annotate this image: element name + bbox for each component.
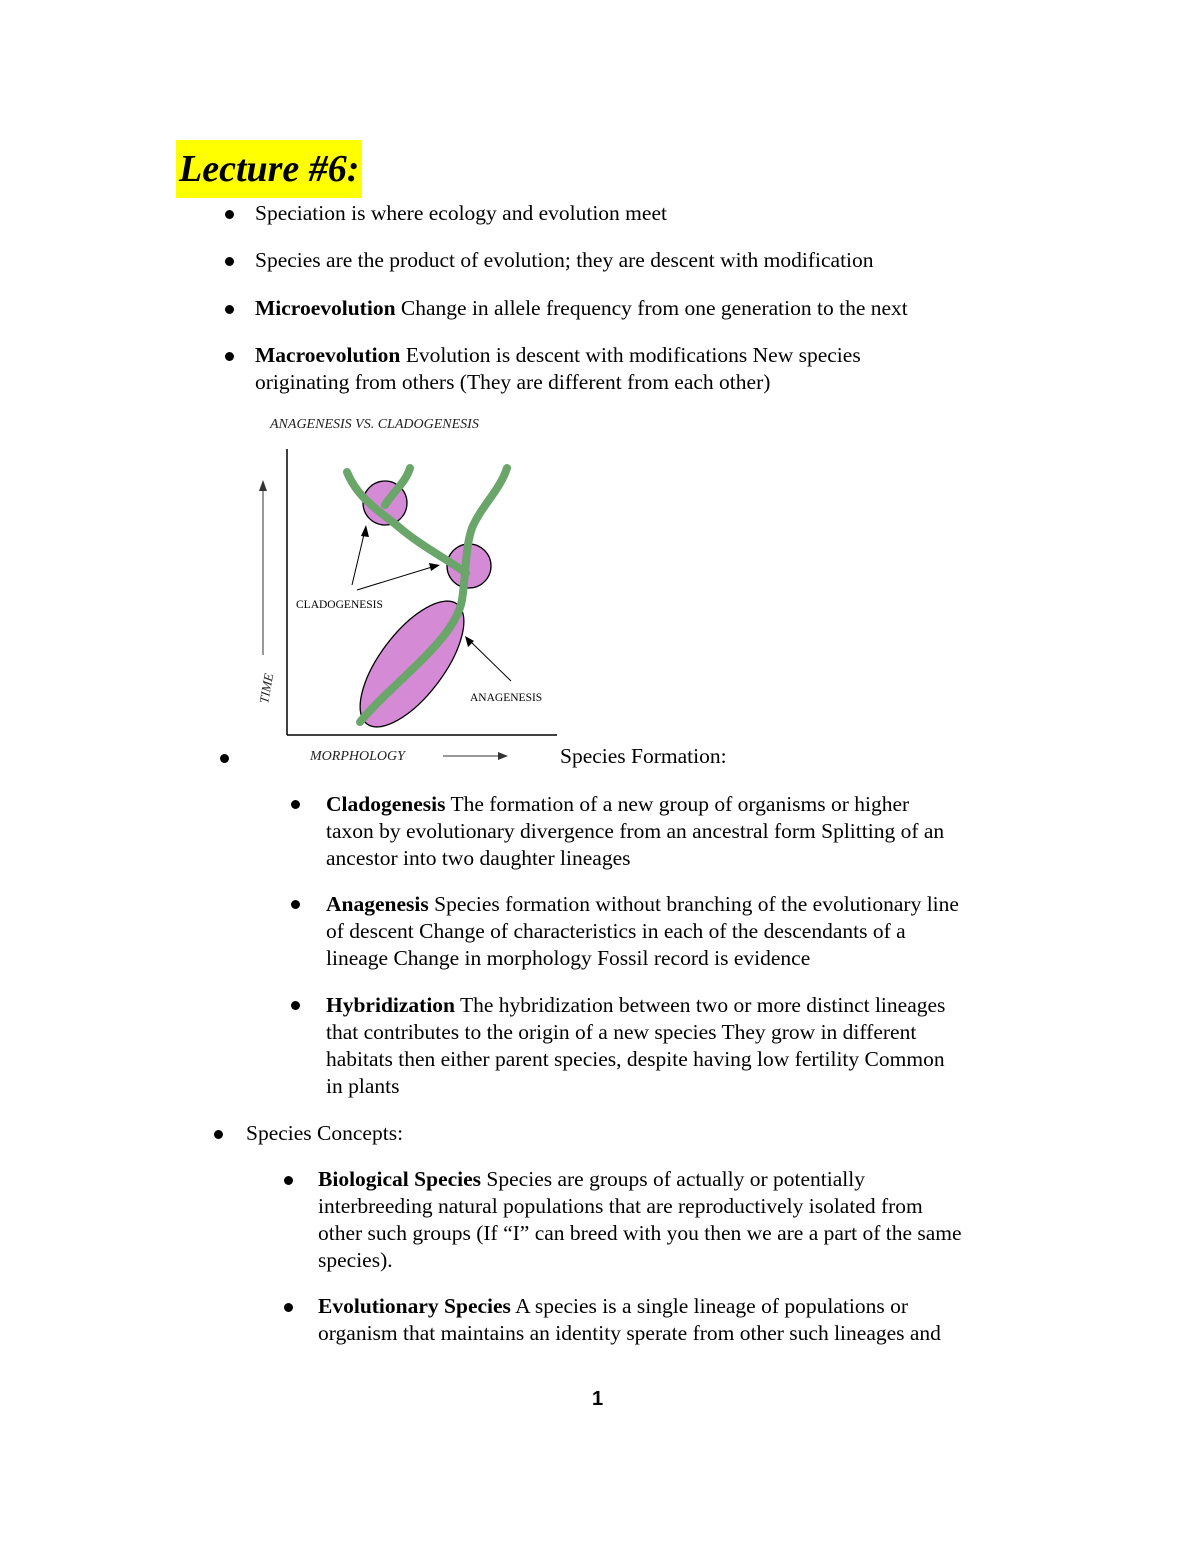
pointer-anagenesis: [470, 641, 511, 681]
bullet-dot: [291, 900, 300, 909]
label-cladogenesis: CLADOGENESIS: [296, 599, 383, 611]
term-evolutionary-species: Evolutionary Species: [318, 1294, 511, 1318]
hybridization-line-3: habitats then either parent species, despite having low fertility Common: [326, 1047, 945, 1071]
pointer-lower-head: [429, 563, 440, 571]
pointer-anagenesis-head: [465, 636, 474, 647]
species-formation-heading: Species Formation:: [560, 744, 727, 768]
hybridization-line-2: that contributes to the origin of a new species They grow in different: [326, 1020, 917, 1044]
biological-species-line-3: other such groups (If “I” can breed with you then we are a part of the same: [318, 1221, 962, 1245]
pointer-upper-head: [361, 525, 369, 537]
pointer-lower: [357, 567, 432, 590]
pointer-upper: [352, 530, 365, 585]
biological-species-line-4: species).: [318, 1248, 393, 1272]
intro-bullet-1: Speciation is where ecology and evolution meet: [255, 201, 667, 225]
lineage-branch: [347, 472, 466, 573]
evolutionary-species-line-2: organism that maintains an identity sperate from other such lineages and: [318, 1321, 941, 1345]
cladogenesis-line-1: Cladogenesis The formation of a new group of organisms or higher: [326, 792, 910, 816]
term-macroevolution: Macroevolution: [255, 343, 401, 367]
bullet-dot: [284, 1303, 293, 1312]
term-hybridization: Hybridization: [326, 993, 456, 1017]
time-arrowhead: [259, 480, 267, 491]
y-axis-label: TIME: [256, 672, 277, 705]
bullet-dot: [291, 1001, 300, 1010]
bullet-dot: [220, 754, 229, 763]
label-anagenesis: ANAGENESIS: [470, 692, 543, 704]
bullet-dot: [284, 1176, 293, 1185]
bullet-dot: [225, 210, 234, 219]
anagenesis-line-2: of descent Change of characteristics in each of the descendants of a: [326, 919, 906, 943]
evolutionary-species-line-1: Evolutionary Species A species is a single lineage of populations or: [318, 1294, 908, 1318]
lecture-title: Lecture #6:: [176, 140, 362, 198]
intro-bullet-4: Macroevolution Evolution is descent with modifications New species: [255, 343, 861, 367]
biological-species-line-2: interbreeding natural populations that are reproductively isolated from: [318, 1194, 923, 1218]
term-biological-species: Biological Species: [318, 1167, 482, 1191]
intro-bullet-3: Microevolution Change in allele frequency from one generation to the next: [255, 296, 908, 320]
species-concepts-heading: Species Concepts:: [246, 1121, 404, 1145]
anagenesis-line-3: lineage Change in morphology Fossil record is evidence: [326, 946, 811, 970]
term-anagenesis: Anagenesis: [326, 892, 429, 916]
page-number: 1: [592, 1388, 604, 1410]
cladogenesis-line-3: ancestor into two daughter lineages: [326, 846, 631, 870]
term-microevolution: Microevolution: [255, 296, 396, 320]
cladogenesis-line-2: taxon by evolutionary divergence from an ancestral form Splitting of an: [326, 819, 945, 843]
term-cladogenesis: Cladogenesis: [326, 792, 446, 816]
intro-bullet-4-cont: originating from others (They are different from each other): [255, 370, 771, 394]
x-axis-label: MORPHOLOGY: [310, 749, 405, 764]
morphology-arrowhead: [498, 752, 508, 760]
intro-bullet-2: Species are the product of evolution; they are descent with modification: [255, 248, 874, 272]
biological-species-line-1: Biological Species Species are groups of actually or potentially: [318, 1167, 865, 1191]
anagenesis-cladogenesis-figure: [240, 405, 570, 780]
bullet-dot: [225, 352, 234, 361]
figure-title: ANAGENESIS VS. CLADOGENESIS: [270, 417, 479, 432]
hybridization-line-1: Hybridization The hybridization between two or more distinct lineages: [326, 993, 946, 1017]
bullet-dot: [214, 1130, 223, 1139]
bullet-dot: [225, 257, 234, 266]
anagenesis-line-1: Anagenesis Species formation without branching of the evolutionary line: [326, 892, 959, 916]
hybridization-line-4: in plants: [326, 1074, 400, 1098]
bullet-dot: [225, 305, 234, 314]
bullet-dot: [291, 800, 300, 809]
